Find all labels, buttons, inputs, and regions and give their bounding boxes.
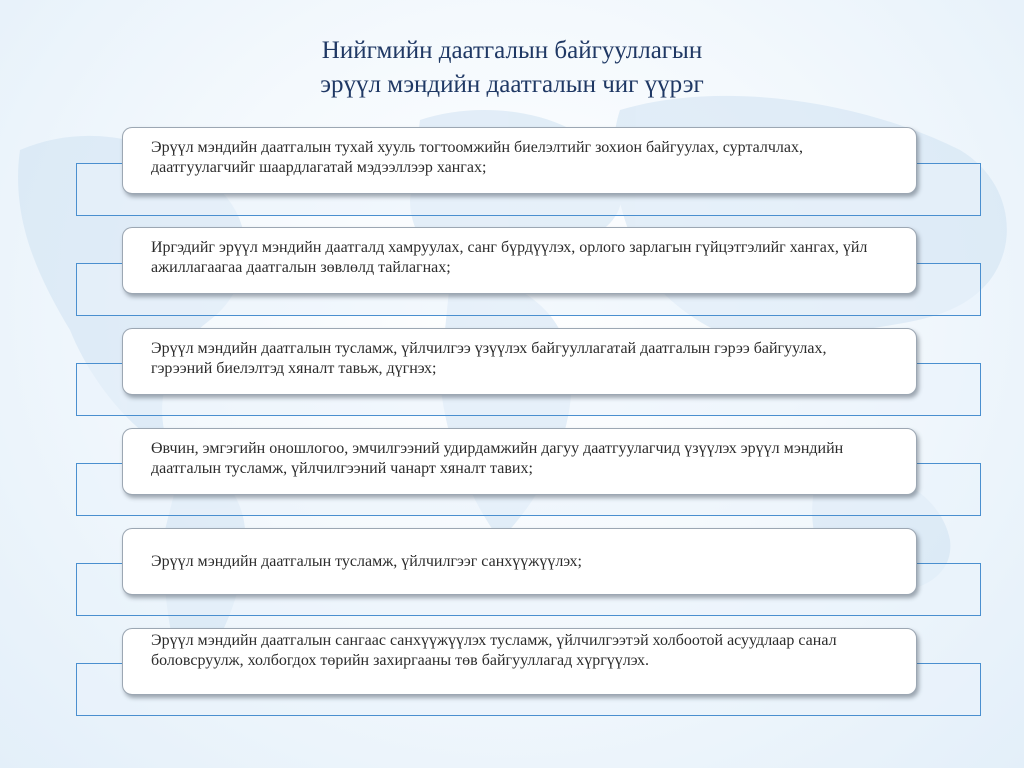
function-item — [122, 227, 917, 294]
slide-title-line-2: эрүүл мэндийн даатгалын чиг үүрэг — [320, 71, 704, 98]
function-item — [122, 328, 917, 395]
slide-title-line-1: Нийгмийн даатгалын байгууллагын — [321, 37, 703, 64]
function-item-text: Эрүүл мэндийн даатгалын тухай хууль тогтоомжийн биелэлтийг зохион байгуулах, сурталчлах, даатгуулагчийг шаардлагатай мэдээллээр хангах; — [151, 139, 803, 176]
function-item — [122, 127, 917, 194]
function-item — [122, 428, 917, 495]
function-item — [122, 628, 917, 695]
function-item — [122, 528, 917, 595]
function-item-text: Өвчин, эмгэгийн оношлогоо, эмчилгээний удирдамжийн дагуу даатгуулагчид үзүүлэх эрүүл мэндийн даатгалын тусламж, үйлчилгээний чанарт хяналт тавих; — [151, 440, 844, 477]
slide-title — [0, 34, 1024, 102]
function-item-text: Иргэдийг эрүүл мэндийн даатгалд хамруулах, санг бүрдүүлэх, орлого зарлагын гүйцэтгэлийг хангах, үйл ажиллагаагаа даатгалын зөвлөлд тайлагнах; — [151, 239, 868, 276]
function-item-text: Эрүүл мэндийн даатгалын сангаас санхүүжүүлэх тусламж, үйлчилгээтэй холбоотой асуудлаар санал боловсруулж, холбогдох төрийн захиргааны төв байгууллагад хүргүүлэх. — [151, 632, 837, 669]
function-item-text: Эрүүл мэндийн даатгалын тусламж, үйлчилгээ үзүүлэх байгууллагатай даатгалын гэрээ байгуулах, гэрээний биелэлтэд хяналт тавьж, дүгнэх; — [151, 340, 827, 377]
function-item-text: Эрүүл мэндийн даатгалын тусламж, үйлчилгээг санхүүжүүлэх; — [151, 553, 582, 570]
